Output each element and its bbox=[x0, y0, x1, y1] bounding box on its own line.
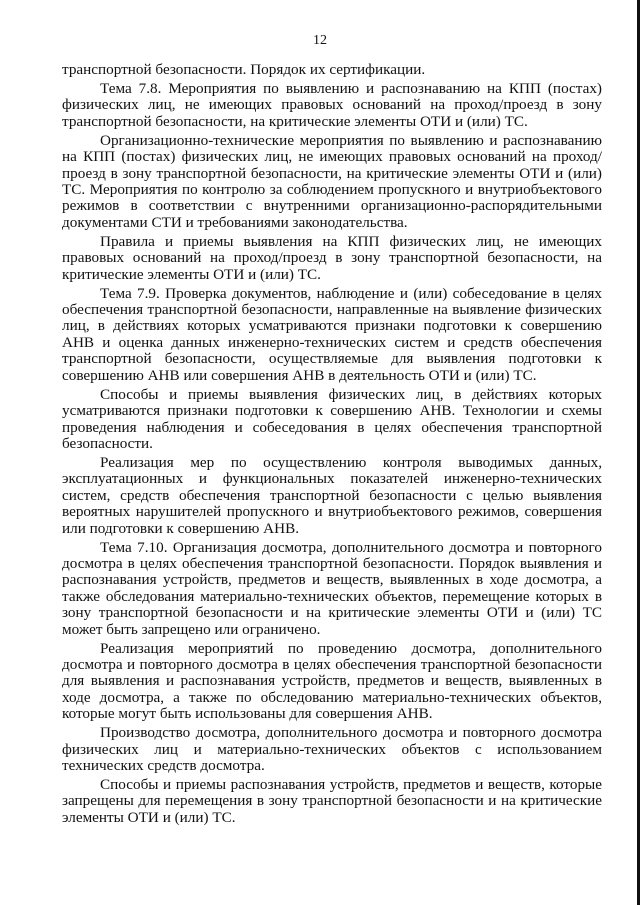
paragraph-detection-methods: Способы и приемы выявления физических лиц, в действиях которых усматриваются признаки подготовки к совершению АНВ. Технологии и схемы проведения наблюдения и собеседования в целях обеспечения транспортной безопасности. bbox=[62, 385, 602, 452]
paragraph-detection-rules: Правила и приемы выявления на КПП физических лиц, не имеющих правовых оснований на проход/проезд в зону транспортной безопасности, на критические элементы ОТИ и (или) ТС. bbox=[62, 232, 602, 283]
document-body bbox=[62, 62, 602, 829]
paragraph-continuation: транспортной безопасности. Порядок их сертификации. bbox=[62, 61, 426, 78]
paragraph-control-measures: Реализация мер по осуществлению контроля выводимых данных, эксплуатационных и функциональных показателей инженерно-технических систем, средств обеспечения транспортной безопасности с целью выявления вероятных нарушителей пропускного и внутриобъектового режимов, совершения или подготовки к совершению АНВ. bbox=[62, 453, 602, 537]
paragraph-recognition-methods: Способы и приемы распознавания устройств, предметов и веществ, которые запрещены для перемещения в зону транспортной безопасности и на критические элементы ОТИ и (или) ТС. bbox=[62, 776, 602, 826]
paragraph-topic-7-8: Тема 7.8. Мероприятия по выявлению и распознаванию на КПП (постах) физических лиц, не имеющих правовых оснований на проход/проезд в зону транспортной безопасности, на критические элементы ОТИ и (или) ТС. bbox=[62, 80, 602, 130]
paragraph-topic-7-9: Тема 7.9. Проверка документов, наблюдение и (или) собеседование в целях обеспечения транспортной безопасности, направленные на выявление физических лиц, в действиях которых усматриваются признаки подготовки к совершению АНВ и оценка данных инженерно-технических систем и средств обеспечения транспортной безопасности, осуществляемые для выявления подготовки к совершению АНВ или совершения АНВ в деятельность ОТИ и (или) ТС. bbox=[62, 284, 602, 384]
paragraph-org-tech-measures: Организационно-технические мероприятия по выявлению и распознаванию на КПП (постах) физических лиц, не имеющих правовых оснований на проход/проезд в зону транспортной безопасности, на критические элементы ОТИ и (или) ТС. Мероприятия по контролю за соблюдением пропускного и внутриобъектового режимов в соответствии с внутренними организационно-распорядительными документами СТИ и требованиями законодательства. bbox=[62, 131, 602, 231]
page-number: 12 bbox=[313, 33, 327, 48]
paragraph-inspection-measures: Реализация мероприятий по проведению досмотра, дополнительного досмотра и повторного досмотра в целях обеспечения транспортной безопасности для выявления и распознавания устройств, предметов и веществ, выявленных в ходе досмотра, а также по обследованию материально-технических объектов, которые могут быть использованы для совершения АНВ. bbox=[62, 639, 602, 723]
paragraph-topic-7-10: Тема 7.10. Организация досмотра, дополнительного досмотра и повторного досмотра в целях обеспечения транспортной безопасности. Порядок выявления и распознавания устройств, предметов и веществ, выявленных в ходе досмотра, а также обследования материально-технических объектов, перемещение которых в зону транспортной безопасности и на критические элементы ОТИ и (или) ТС может быть запрещено или ограничено. bbox=[62, 538, 602, 638]
paragraph-inspection-production: Производство досмотра, дополнительного досмотра и повторного досмотра физических лиц и материально-технических объектов с использованием технических средств досмотра. bbox=[62, 724, 602, 774]
